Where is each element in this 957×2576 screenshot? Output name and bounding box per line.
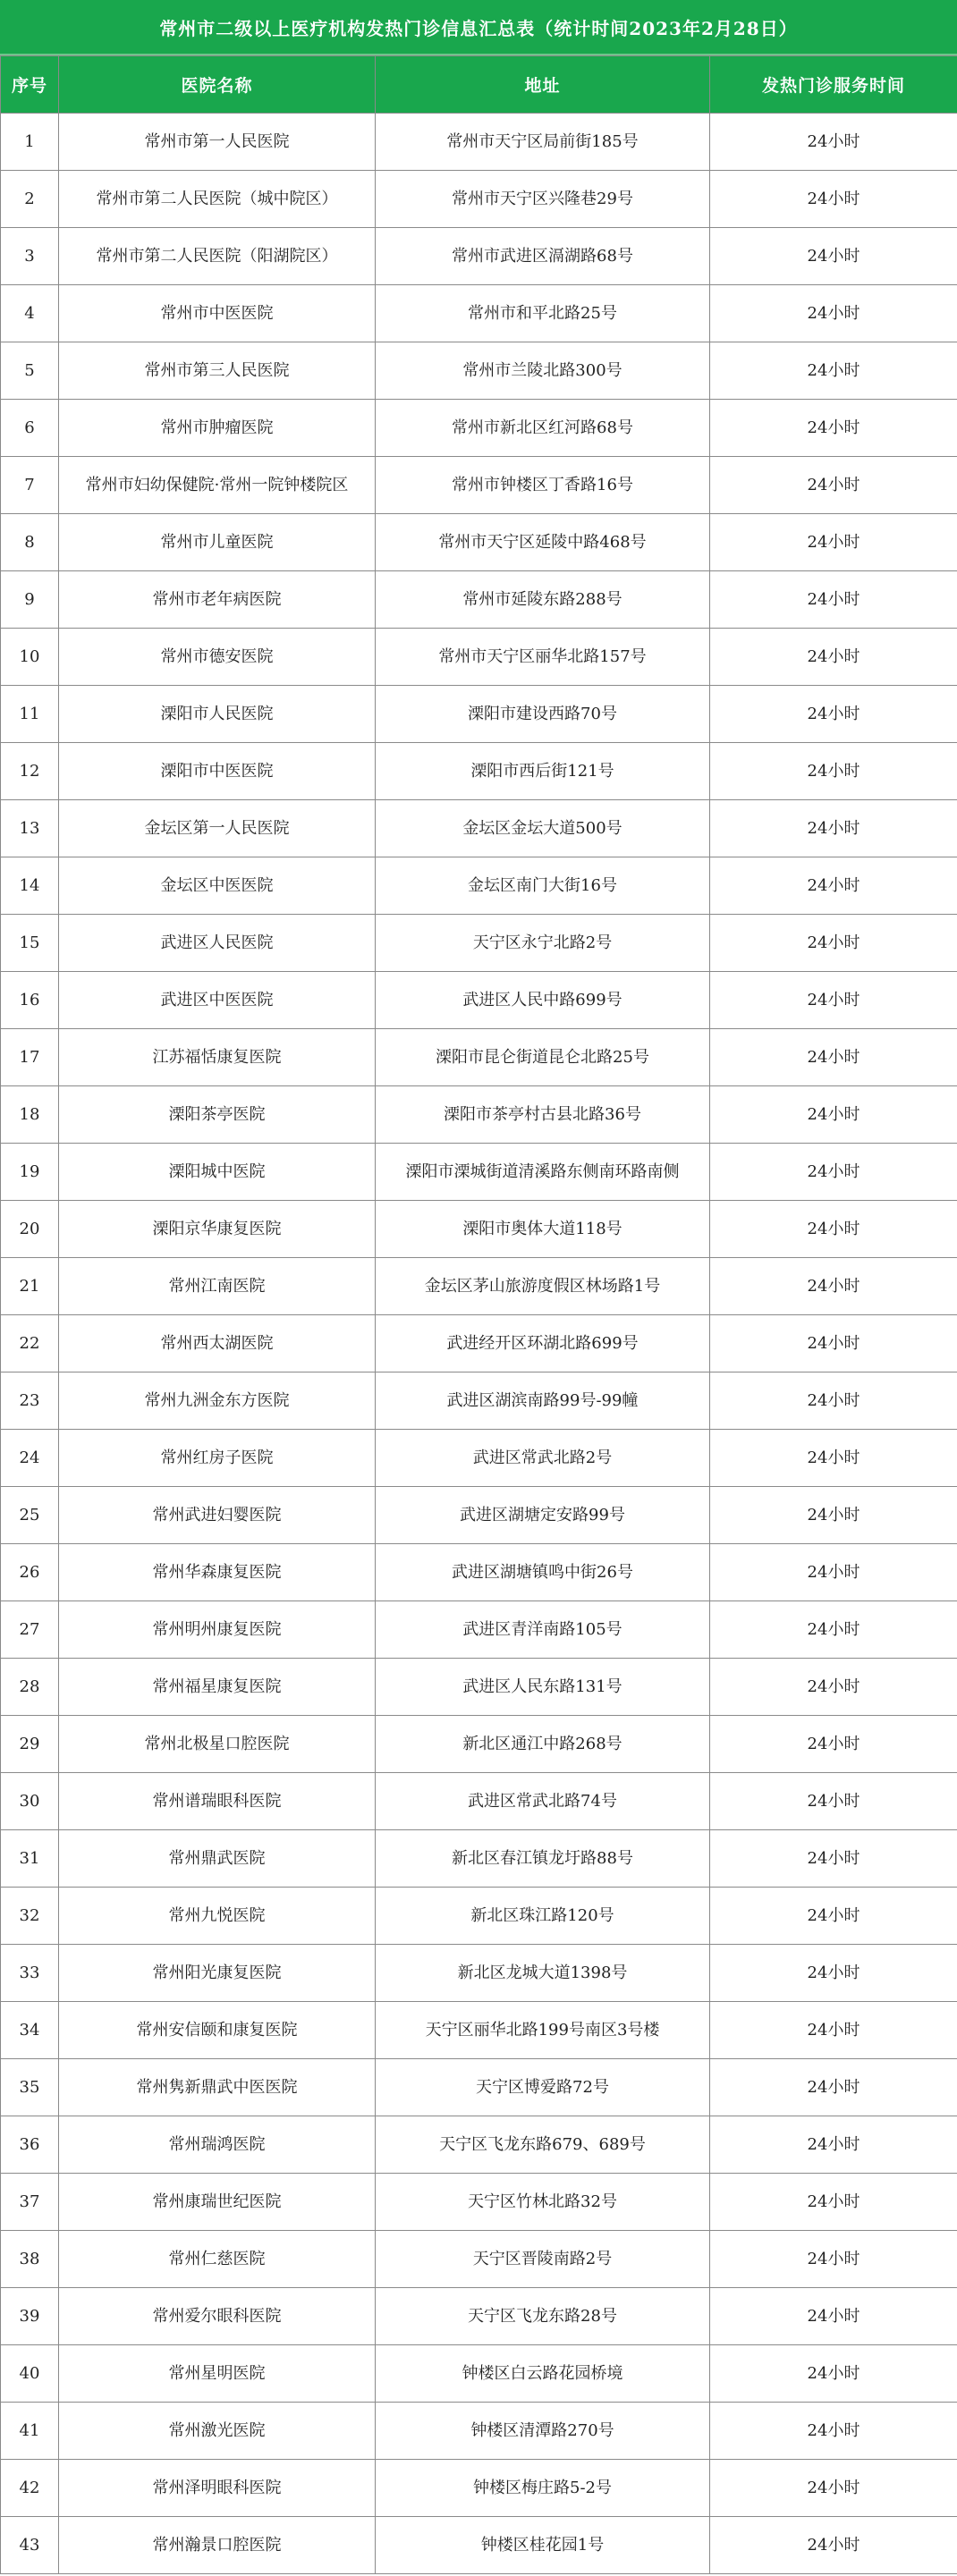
hospital-name-cell: 溧阳市人民医院 [59,686,376,743]
service-hours-cell: 24小时 [710,2517,957,2574]
service-hours-cell: 24小时 [710,1144,957,1201]
table-row [1,2002,957,2059]
address-cell: 溧阳市茶亭村古县北路36号 [376,1086,710,1144]
row-index-cell: 10 [1,629,59,686]
table-row [1,1945,957,2002]
address-cell: 武进经开区环湖北路699号 [376,1315,710,1372]
service-hours-cell: 24小时 [710,400,957,457]
address-cell: 武进区常武北路2号 [376,1430,710,1487]
row-index-cell: 7 [1,457,59,514]
hospital-name-cell: 常州市第二人民医院（城中院区） [59,171,376,228]
service-hours-cell: 24小时 [710,171,957,228]
address-cell: 武进区人民东路131号 [376,1659,710,1716]
service-hours-cell: 24小时 [710,457,957,514]
hospital-name-cell: 常州瑞鸿医院 [59,2116,376,2174]
row-index-cell: 42 [1,2460,59,2517]
row-index-cell: 12 [1,743,59,800]
row-index-cell: 8 [1,514,59,571]
service-hours-cell: 24小时 [710,571,957,629]
address-cell: 金坛区金坛大道500号 [376,800,710,857]
hospital-name-cell: 常州泽明眼科医院 [59,2460,376,2517]
table-row [1,1830,957,1888]
address-cell: 武进区人民中路699号 [376,972,710,1029]
table-row [1,171,957,228]
hospital-name-cell: 常州安信颐和康复医院 [59,2002,376,2059]
address-cell: 常州市天宁区兴隆巷29号 [376,171,710,228]
hospital-name-cell: 常州瀚景口腔医院 [59,2517,376,2574]
service-hours-cell: 24小时 [710,1945,957,2002]
table-row [1,457,957,514]
address-cell: 天宁区竹林北路32号 [376,2174,710,2231]
row-index-cell: 34 [1,2002,59,2059]
service-hours-cell: 24小时 [710,2231,957,2288]
hospital-name-cell: 常州市第一人民医院 [59,114,376,171]
service-hours-cell: 24小时 [710,342,957,400]
address-cell: 武进区湖塘镇鸣中街26号 [376,1544,710,1601]
table-row [1,400,957,457]
row-index-cell: 31 [1,1830,59,1888]
row-index-cell: 15 [1,915,59,972]
hospital-name-cell: 常州九洲金东方医院 [59,1372,376,1430]
service-hours-cell: 24小时 [710,1086,957,1144]
service-hours-cell: 24小时 [710,1830,957,1888]
row-index-cell: 1 [1,114,59,171]
row-index-cell: 21 [1,1258,59,1315]
table-row [1,285,957,342]
table-title: 常州市二级以上医疗机构发热门诊信息汇总表（统计时间2023年2月28日） [0,0,957,55]
address-cell: 天宁区飞龙东路28号 [376,2288,710,2345]
service-hours-cell: 24小时 [710,1659,957,1716]
row-index-cell: 30 [1,1773,59,1830]
table-row [1,915,957,972]
service-hours-cell: 24小时 [710,1716,957,1773]
hospital-name-cell: 常州九悦医院 [59,1888,376,1945]
row-index-cell: 23 [1,1372,59,1430]
table-row [1,1372,957,1430]
address-cell: 金坛区南门大街16号 [376,857,710,915]
table-row [1,1601,957,1659]
service-hours-cell: 24小时 [710,1258,957,1315]
table-row [1,1029,957,1086]
row-index-cell: 36 [1,2116,59,2174]
hospital-name-cell: 常州星明医院 [59,2345,376,2403]
table-row [1,1258,957,1315]
row-index-cell: 16 [1,972,59,1029]
hospital-name-cell: 常州西太湖医院 [59,1315,376,1372]
row-index-cell: 40 [1,2345,59,2403]
hospital-name-cell: 常州市老年病医院 [59,571,376,629]
row-index-cell: 32 [1,1888,59,1945]
table-row [1,114,957,171]
address-cell: 常州市天宁区局前街185号 [376,114,710,171]
address-cell: 溧阳市溧城街道清溪路东侧南环路南侧 [376,1144,710,1201]
hospital-name-cell: 常州明州康复医院 [59,1601,376,1659]
service-hours-cell: 24小时 [710,2059,957,2116]
address-cell: 钟楼区桂花园1号 [376,2517,710,2574]
hospital-name-cell: 常州激光医院 [59,2403,376,2460]
table-row [1,228,957,285]
table-row [1,629,957,686]
address-cell: 常州市天宁区丽华北路157号 [376,629,710,686]
address-cell: 新北区珠江路120号 [376,1888,710,1945]
hospital-name-cell: 常州鼎武医院 [59,1830,376,1888]
service-hours-cell: 24小时 [710,972,957,1029]
address-cell: 常州市钟楼区丁香路16号 [376,457,710,514]
address-cell: 溧阳市奥体大道118号 [376,1201,710,1258]
address-cell: 常州市兰陵北路300号 [376,342,710,400]
table-row [1,2460,957,2517]
row-index-cell: 20 [1,1201,59,1258]
table-row [1,1544,957,1601]
table-row [1,2231,957,2288]
service-hours-cell: 24小时 [710,800,957,857]
hospital-name-cell: 溧阳城中医院 [59,1144,376,1201]
service-hours-cell: 24小时 [710,915,957,972]
table-row [1,972,957,1029]
service-hours-cell: 24小时 [710,114,957,171]
header-hospital-name: 医院名称 [59,56,376,114]
table-row [1,1430,957,1487]
hospital-name-cell: 江苏福恬康复医院 [59,1029,376,1086]
hospital-name-cell: 溧阳京华康复医院 [59,1201,376,1258]
hospital-name-cell: 常州市中医医院 [59,285,376,342]
table-row [1,2174,957,2231]
header-address: 地址 [376,56,710,114]
table-row [1,1716,957,1773]
table-row [1,1201,957,1258]
hospital-name-cell: 常州阳光康复医院 [59,1945,376,2002]
table-row [1,2403,957,2460]
table-row [1,1144,957,1201]
service-hours-cell: 24小时 [710,2116,957,2174]
row-index-cell: 43 [1,2517,59,2574]
row-index-cell: 39 [1,2288,59,2345]
row-index-cell: 24 [1,1430,59,1487]
service-hours-cell: 24小时 [710,1315,957,1372]
hospital-name-cell: 常州福星康复医院 [59,1659,376,1716]
address-cell: 武进区湖塘定安路99号 [376,1487,710,1544]
service-hours-cell: 24小时 [710,1888,957,1945]
address-cell: 常州市延陵东路288号 [376,571,710,629]
service-hours-cell: 24小时 [710,2345,957,2403]
table-row [1,2116,957,2174]
address-cell: 溧阳市建设西路70号 [376,686,710,743]
row-index-cell: 13 [1,800,59,857]
service-hours-cell: 24小时 [710,1372,957,1430]
hospital-name-cell: 常州北极星口腔医院 [59,1716,376,1773]
header-service-hours: 发热门诊服务时间 [710,56,957,114]
address-cell: 武进区常武北路74号 [376,1773,710,1830]
fever-clinic-table [0,55,957,2574]
table-row [1,1315,957,1372]
address-cell: 常州市和平北路25号 [376,285,710,342]
address-cell: 天宁区永宁北路2号 [376,915,710,972]
header-row [1,56,957,114]
table-row [1,514,957,571]
row-index-cell: 33 [1,1945,59,2002]
hospital-name-cell: 常州江南医院 [59,1258,376,1315]
service-hours-cell: 24小时 [710,2288,957,2345]
table-row [1,743,957,800]
service-hours-cell: 24小时 [710,686,957,743]
address-cell: 天宁区晋陵南路2号 [376,2231,710,2288]
service-hours-cell: 24小时 [710,629,957,686]
table-row [1,1773,957,1830]
service-hours-cell: 24小时 [710,285,957,342]
address-cell: 钟楼区梅庄路5-2号 [376,2460,710,2517]
hospital-name-cell: 金坛区第一人民医院 [59,800,376,857]
service-hours-cell: 24小时 [710,1773,957,1830]
row-index-cell: 11 [1,686,59,743]
address-cell: 天宁区飞龙东路679、689号 [376,2116,710,2174]
service-hours-cell: 24小时 [710,1544,957,1601]
table-row [1,1888,957,1945]
row-index-cell: 25 [1,1487,59,1544]
row-index-cell: 37 [1,2174,59,2231]
hospital-name-cell: 常州市肿瘤医院 [59,400,376,457]
table-row [1,2059,957,2116]
hospital-name-cell: 武进区人民医院 [59,915,376,972]
hospital-name-cell: 常州红房子医院 [59,1430,376,1487]
hospital-name-cell: 武进区中医医院 [59,972,376,1029]
row-index-cell: 6 [1,400,59,457]
address-cell: 新北区春江镇龙圩路88号 [376,1830,710,1888]
table-row [1,800,957,857]
table-row [1,2345,957,2403]
row-index-cell: 38 [1,2231,59,2288]
hospital-name-cell: 常州隽新鼎武中医医院 [59,2059,376,2116]
hospital-name-cell: 常州武进妇婴医院 [59,1487,376,1544]
service-hours-cell: 24小时 [710,743,957,800]
table-row [1,571,957,629]
service-hours-cell: 24小时 [710,1430,957,1487]
row-index-cell: 5 [1,342,59,400]
row-index-cell: 2 [1,171,59,228]
row-index-cell: 14 [1,857,59,915]
service-hours-cell: 24小时 [710,2460,957,2517]
address-cell: 钟楼区白云路花园桥境 [376,2345,710,2403]
service-hours-cell: 24小时 [710,2403,957,2460]
row-index-cell: 17 [1,1029,59,1086]
row-index-cell: 28 [1,1659,59,1716]
address-cell: 新北区龙城大道1398号 [376,1945,710,2002]
address-cell: 常州市新北区红河路68号 [376,400,710,457]
hospital-name-cell: 溧阳茶亭医院 [59,1086,376,1144]
hospital-name-cell: 常州仁慈医院 [59,2231,376,2288]
address-cell: 常州市武进区滆湖路68号 [376,228,710,285]
table-row [1,857,957,915]
service-hours-cell: 24小时 [710,1029,957,1086]
row-index-cell: 29 [1,1716,59,1773]
hospital-name-cell: 溧阳市中医医院 [59,743,376,800]
table-row [1,2517,957,2574]
service-hours-cell: 24小时 [710,857,957,915]
service-hours-cell: 24小时 [710,2174,957,2231]
service-hours-cell: 24小时 [710,1601,957,1659]
table-row [1,1086,957,1144]
row-index-cell: 27 [1,1601,59,1659]
service-hours-cell: 24小时 [710,228,957,285]
address-cell: 钟楼区清潭路270号 [376,2403,710,2460]
address-cell: 武进区青洋南路105号 [376,1601,710,1659]
table-row [1,686,957,743]
address-cell: 溧阳市昆仑街道昆仑北路25号 [376,1029,710,1086]
hospital-name-cell: 常州市第三人民医院 [59,342,376,400]
table-row [1,342,957,400]
address-cell: 金坛区茅山旅游度假区林场路1号 [376,1258,710,1315]
hospital-name-cell: 常州康瑞世纪医院 [59,2174,376,2231]
row-index-cell: 22 [1,1315,59,1372]
service-hours-cell: 24小时 [710,1487,957,1544]
hospital-name-cell: 常州市第二人民医院（阳湖院区） [59,228,376,285]
table-row [1,1487,957,1544]
hospital-name-cell: 金坛区中医医院 [59,857,376,915]
table-row [1,1659,957,1716]
row-index-cell: 4 [1,285,59,342]
table-body [1,114,957,2574]
address-cell: 常州市天宁区延陵中路468号 [376,514,710,571]
service-hours-cell: 24小时 [710,1201,957,1258]
row-index-cell: 19 [1,1144,59,1201]
row-index-cell: 3 [1,228,59,285]
address-cell: 溧阳市西后街121号 [376,743,710,800]
address-cell: 天宁区博爱路72号 [376,2059,710,2116]
address-cell: 新北区通江中路268号 [376,1716,710,1773]
row-index-cell: 35 [1,2059,59,2116]
address-cell: 天宁区丽华北路199号南区3号楼 [376,2002,710,2059]
table-row [1,2288,957,2345]
service-hours-cell: 24小时 [710,514,957,571]
row-index-cell: 18 [1,1086,59,1144]
hospital-name-cell: 常州谱瑞眼科医院 [59,1773,376,1830]
header-index: 序号 [1,56,59,114]
hospital-name-cell: 常州市儿童医院 [59,514,376,571]
row-index-cell: 9 [1,571,59,629]
row-index-cell: 41 [1,2403,59,2460]
address-cell: 武进区湖滨南路99号-99幢 [376,1372,710,1430]
row-index-cell: 26 [1,1544,59,1601]
service-hours-cell: 24小时 [710,2002,957,2059]
hospital-name-cell: 常州市妇幼保健院·常州一院钟楼院区 [59,457,376,514]
hospital-name-cell: 常州爱尔眼科医院 [59,2288,376,2345]
hospital-name-cell: 常州华森康复医院 [59,1544,376,1601]
hospital-name-cell: 常州市德安医院 [59,629,376,686]
